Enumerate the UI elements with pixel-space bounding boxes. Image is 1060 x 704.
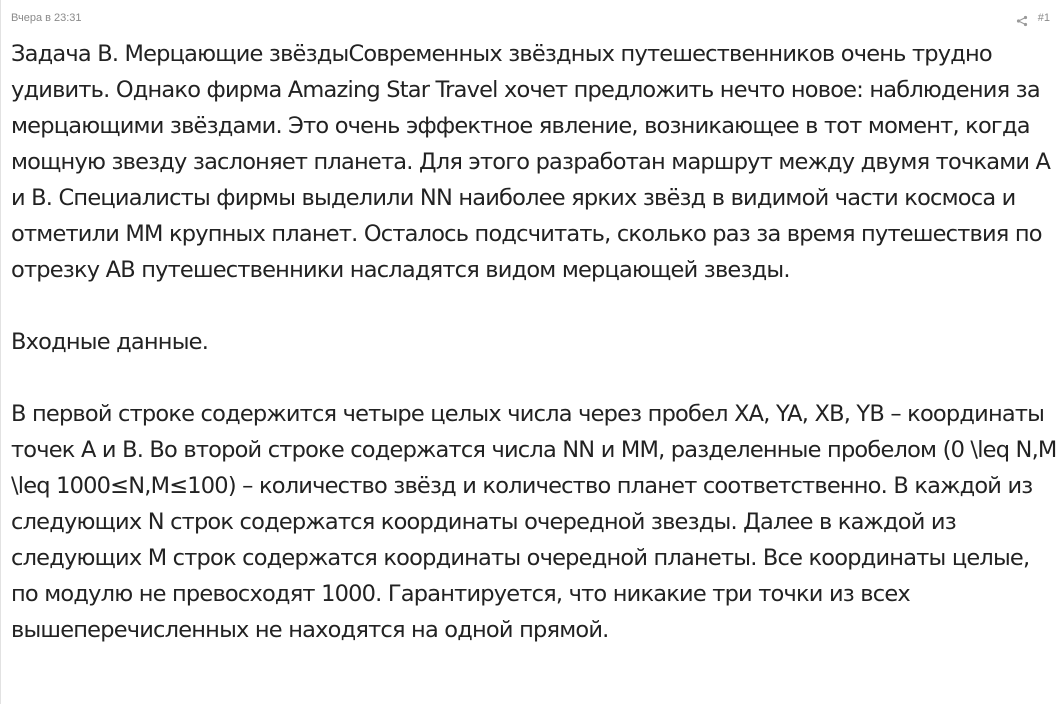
post-paragraph-problem-statement: Задача B. Мерцающие звёздыСовременных звёздных путешественников очень трудно удивить. Однако фирма Amazing Star Travel хочет предложить нечто новое: наблюдения за мерцающими звёздами. Это очень эффектное явление, возникающее в тот момент, когда мощную звезду заслоняет планета. Для этого разработан маршрут между двумя точками A и B. Специалисты фирмы выделили NN наиболее ярких звёзд в видимой части космоса и отметили MM крупных планет. Осталось подсчитать, сколько раз за время путешествия по отрезку AB путешественники насладятся видом мерцающей звезды. — [11, 41, 1051, 283]
post-number-link[interactable]: #1 — [1037, 12, 1050, 24]
post-header-actions — [1016, 12, 1050, 24]
share-icon[interactable] — [1016, 12, 1028, 24]
post-header — [11, 9, 1050, 27]
paragraph-spacer — [11, 360, 1057, 396]
post-left-border — [0, 0, 1, 704]
post-paragraph-input-description: В первой строке содержится четыре целых числа через пробел XA, YA, XB, YB – координаты точек A и B. Во второй строке содержатся числа NN и MM, разделенные пробелом (0 \leq N,M \leq 1000≤N,M≤100) – количество звёзд и количество планет соответственно. В каждой из следующих N строк содержатся координаты очередной звезды. Далее в каждой из следующих M строк содержатся координаты очередной планеты. Все координаты целые, по модулю не превосходят 1000. Гарантируется, что никакие три точки из всех вышеперечисленных не находятся на одной прямой. — [11, 401, 1057, 643]
post-timestamp-link[interactable]: Вчера в 23:31 — [11, 12, 82, 24]
paragraph-spacer — [11, 288, 1057, 324]
post-body — [11, 36, 1057, 648]
post-heading-input-data: Входные данные. — [11, 329, 209, 355]
